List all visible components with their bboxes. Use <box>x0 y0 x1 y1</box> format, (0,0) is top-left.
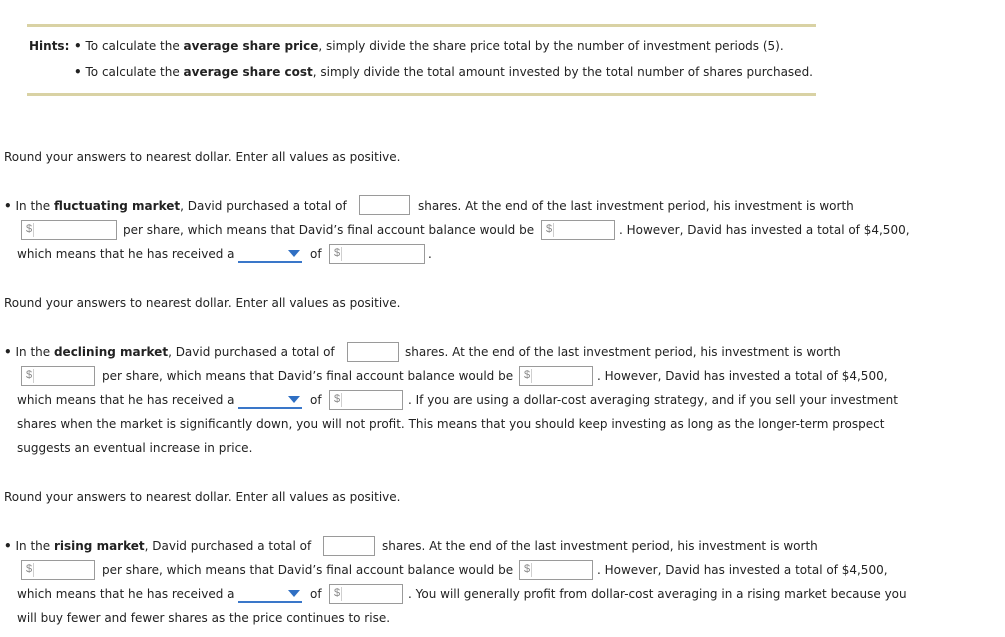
fluctuating-share-price-input[interactable] <box>21 220 117 240</box>
hint-2-text-post: , simply divide the total amount invested by the total number of shares purchased. <box>312 65 813 79</box>
declining-share-price-input[interactable] <box>21 366 95 386</box>
fluctuating-of-label: of <box>310 247 322 261</box>
declining-shares-input[interactable] <box>347 342 399 362</box>
chevron-down-icon <box>288 590 300 597</box>
hint-1-text-pre: To calculate the <box>85 39 184 53</box>
declining-line-1 <box>4 345 335 359</box>
round-note-fluctuating: Round your answers to nearest dollar. Enter all values as positive. <box>4 150 401 164</box>
fluctuating-line-2-post: . However, David has invested a total of $4,500, <box>619 223 910 237</box>
declining-gain-loss-amount-input[interactable] <box>329 390 403 410</box>
dollar-sign-icon: $ <box>26 223 33 235</box>
bullet-icon: • <box>74 39 82 53</box>
hints-label: Hints: <box>29 39 70 53</box>
hints-box <box>27 24 816 96</box>
declining-balance-input[interactable] <box>519 366 593 386</box>
declining-line-5: suggests an eventual increase in price. <box>17 441 253 455</box>
hint-1-text-post: , simply divide the share price total by the number of investment periods (5). <box>318 39 784 53</box>
declining-line-1-post: shares. At the end of the last investment period, his investment is worth <box>405 345 841 359</box>
declining-of-label: of <box>310 393 322 407</box>
round-note-declining: Round your answers to nearest dollar. Enter all values as positive. <box>4 296 401 310</box>
rising-line-1-post: shares. At the end of the last investment period, his investment is worth <box>382 539 818 553</box>
rising-gain-loss-dropdown[interactable] <box>238 585 302 603</box>
bullet-icon: • <box>4 199 12 213</box>
hint-2-bold: average share cost <box>183 65 313 79</box>
hint-item-1 <box>74 39 784 53</box>
fluctuating-balance-input[interactable] <box>541 220 615 240</box>
declining-gain-loss-dropdown[interactable] <box>238 391 302 409</box>
declining-market-label: declining market <box>53 345 169 359</box>
rising-line-3-post: . You will generally profit from dollar-cost averaging in a rising market because you <box>408 587 907 601</box>
bullet-icon: • <box>4 345 12 359</box>
rising-line-3-pre: which means that he has received a <box>17 587 235 601</box>
rising-text-mid: , David purchased a total of <box>144 539 312 553</box>
fluctuating-line-1-post: shares. At the end of the last investment period, his investment is worth <box>418 199 854 213</box>
hint-2-text-pre: To calculate the <box>85 65 184 79</box>
chevron-down-icon <box>288 250 300 257</box>
hint-item-2 <box>74 65 813 79</box>
fluctuating-gain-loss-dropdown[interactable] <box>238 245 302 263</box>
round-note-rising: Round your answers to nearest dollar. Enter all values as positive. <box>4 490 401 504</box>
fluctuating-line-3-post: . <box>428 247 432 261</box>
rising-line-2-post: . However, David has invested a total of $4,500, <box>597 563 888 577</box>
rising-text-pre: In the <box>15 539 54 553</box>
fluctuating-line-3-pre: which means that he has received a <box>17 247 235 261</box>
declining-line-3-pre: which means that he has received a <box>17 393 235 407</box>
rising-line-2-mid: per share, which means that David’s final account balance would be <box>102 563 514 577</box>
dollar-sign-icon: $ <box>334 587 341 599</box>
declining-line-3-post: . If you are using a dollar-cost averaging strategy, and if you sell your investment <box>408 393 898 407</box>
fluctuating-line-2-mid: per share, which means that David’s final account balance would be <box>123 223 535 237</box>
dollar-sign-icon: $ <box>334 393 341 405</box>
bullet-icon: • <box>4 539 12 553</box>
declining-text-mid: , David purchased a total of <box>168 345 335 359</box>
fluctuating-text-pre: In the <box>15 199 54 213</box>
rising-shares-input[interactable] <box>323 536 375 556</box>
rising-share-price-input[interactable] <box>21 560 95 580</box>
dollar-sign-icon: $ <box>546 223 553 235</box>
declining-line-2-mid: per share, which means that David’s final account balance would be <box>102 369 514 383</box>
rising-market-label: rising market <box>53 539 145 553</box>
declining-text-pre: In the <box>15 345 54 359</box>
dollar-sign-icon: $ <box>26 369 33 381</box>
fluctuating-market-label: fluctuating market <box>53 199 181 213</box>
bullet-icon: • <box>74 65 82 79</box>
fluctuating-gain-loss-amount-input[interactable] <box>329 244 425 264</box>
rising-line-1 <box>4 539 311 553</box>
fluctuating-line-1 <box>4 199 347 213</box>
declining-line-4: shares when the market is significantly down, you will not profit. This means that you should keep investing as long as the longer-term prospect <box>17 417 885 431</box>
fluctuating-text-mid: , David purchased a total of <box>180 199 347 213</box>
rising-gain-loss-amount-input[interactable] <box>329 584 403 604</box>
rising-balance-input[interactable] <box>519 560 593 580</box>
dollar-sign-icon: $ <box>26 563 33 575</box>
hint-1-bold: average share price <box>183 39 319 53</box>
dollar-sign-icon: $ <box>334 247 341 259</box>
rising-of-label: of <box>310 587 322 601</box>
dollar-sign-icon: $ <box>524 369 531 381</box>
declining-line-2-post: . However, David has invested a total of $4,500, <box>597 369 888 383</box>
fluctuating-shares-input[interactable] <box>359 195 410 215</box>
dollar-sign-icon: $ <box>524 563 531 575</box>
rising-line-4: will buy fewer and fewer shares as the price continues to rise. <box>17 611 391 625</box>
chevron-down-icon <box>288 396 300 403</box>
